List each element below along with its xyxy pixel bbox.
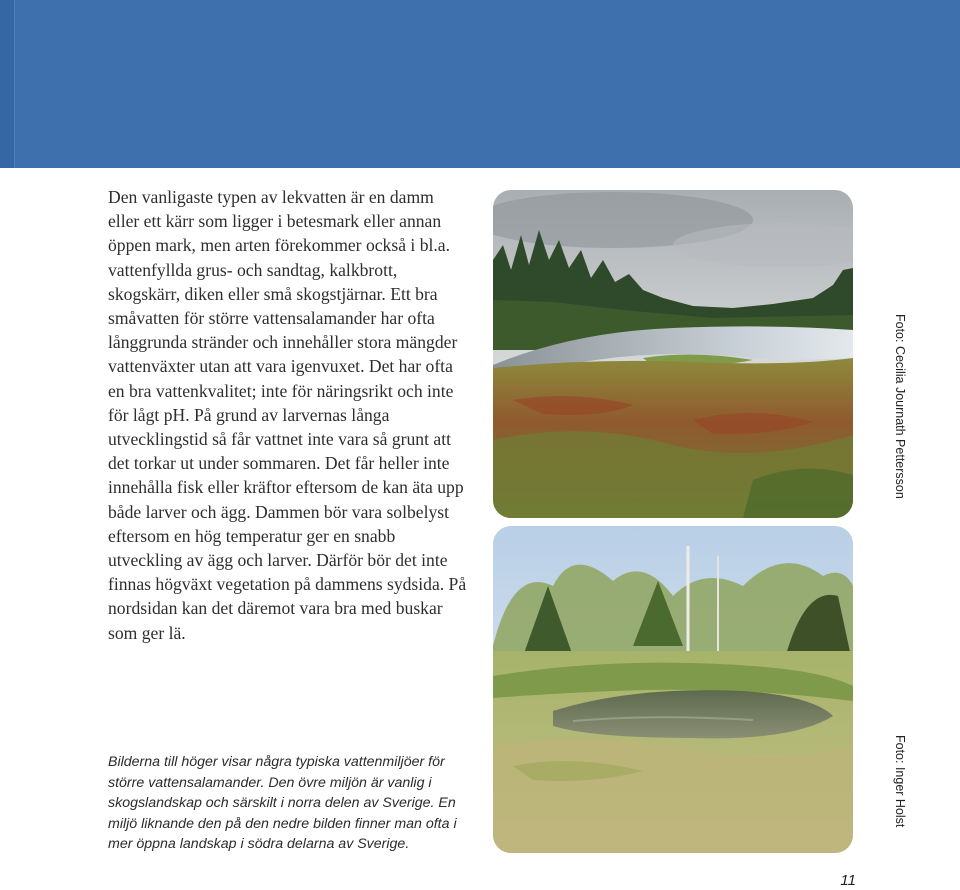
- body-text: Den vanligaste typen av lekvatten är en damm eller ett kärr som ligger i betesmark eller annan öppen mark, men arten förekommer också i bl.a. vattenfyllda grus- och sandtag, kalkbrott, skogskärr, diken eller små skogstjärnar. Ett bra småvatten för större vattensalamander har ofta långgrunda stränder och innehåller stora mängder vattenväxter utan att vara igenvuxet. Det har ofta en bra vattenkvalitet; inte för näringsrikt och inte för lågt pH. På grund av larvernas långa utvecklingstid så får vattnet inte vara så grunt att det torkar ut under sommaren. Det får heller inte innehålla fisk eller kräftor eftersom de kan äta upp både larver och ägg. Dammen bör vara solbelyst eftersom en hög temperatur ger en snabb utveckling av ägg och larver. Därför bör det inte finnas högväxt vegetation på dammens sydsida. På nordsidan kan det däremot vara bra med buskar som ger lä.: [108, 187, 467, 643]
- image-caption: Bilderna till höger visar några typiska vattenmiljöer för större vattensalamander. Den övre miljön är vanlig i skogslandskap och särskilt i norra delen av Sverige. En miljö liknande den på den nedre bilden finner man ofta i mer öppna landskap i södra delarna av Sverige.: [108, 754, 457, 853]
- photo-credit-bottom: Foto: Inger Holst: [893, 735, 907, 828]
- header-band: [0, 0, 960, 168]
- photo-credit-top: Foto: Cecilia Journath Pettersson: [893, 314, 907, 499]
- open-landscape-pond-photo: [493, 526, 853, 853]
- page-number: 11: [840, 872, 856, 889]
- header-band-edge: [0, 0, 15, 168]
- forest-bog-pond-photo: [493, 190, 853, 518]
